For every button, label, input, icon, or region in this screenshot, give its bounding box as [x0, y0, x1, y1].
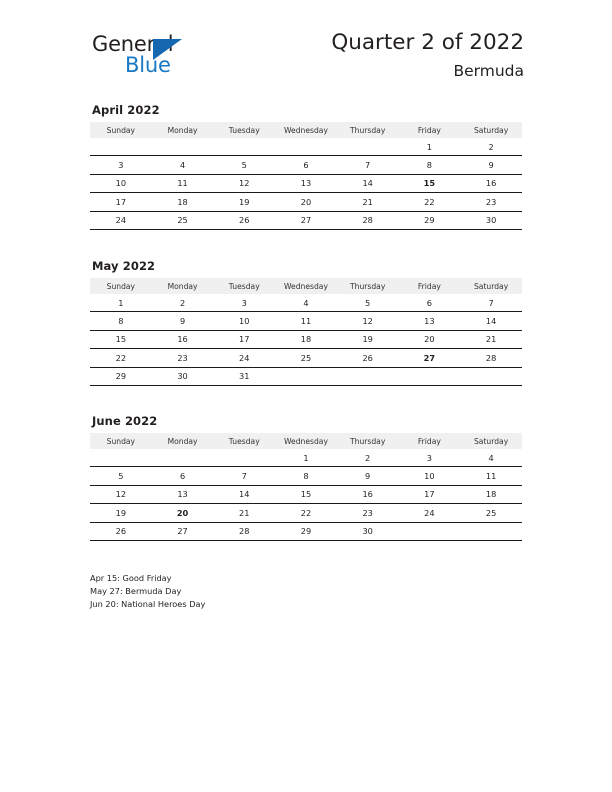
day-cell-empty: [90, 138, 152, 156]
day-cell[interactable]: 1: [275, 449, 337, 467]
weekday-header-tuesday: Tuesday: [213, 433, 275, 449]
weekday-header-row: [90, 122, 522, 138]
day-cell[interactable]: 3: [399, 449, 461, 467]
day-cell[interactable]: 12: [337, 312, 399, 330]
weekday-header-tuesday: Tuesday: [213, 122, 275, 138]
day-cell[interactable]: 15: [275, 485, 337, 503]
weekday-header-wednesday: Wednesday: [275, 278, 337, 294]
logo-text-blue: Blue: [125, 53, 171, 77]
day-cell-empty: [152, 449, 214, 467]
day-cell[interactable]: 18: [275, 330, 337, 348]
page-header: [0, 0, 612, 95]
weekday-header-sunday: Sunday: [90, 278, 152, 294]
day-cell-holiday[interactable]: 27: [399, 349, 461, 367]
day-cell[interactable]: 26: [337, 349, 399, 367]
day-cell[interactable]: 21: [460, 330, 522, 348]
day-cell[interactable]: 1: [399, 138, 461, 156]
day-cell[interactable]: 29: [90, 367, 152, 385]
day-cell[interactable]: 4: [460, 449, 522, 467]
day-cell[interactable]: 22: [90, 349, 152, 367]
weekday-header-saturday: Saturday: [460, 122, 522, 138]
day-cell[interactable]: 28: [337, 211, 399, 229]
day-cell[interactable]: 4: [275, 294, 337, 312]
day-cell-empty: [275, 367, 337, 385]
day-cell[interactable]: 8: [90, 312, 152, 330]
day-cell[interactable]: 19: [90, 504, 152, 522]
day-cell[interactable]: 11: [152, 174, 214, 192]
weekday-header-sunday: Sunday: [90, 122, 152, 138]
day-cell[interactable]: 2: [152, 294, 214, 312]
day-cell[interactable]: 9: [337, 467, 399, 485]
day-cell[interactable]: 21: [337, 193, 399, 211]
weekday-header-thursday: Thursday: [337, 278, 399, 294]
day-cell[interactable]: 17: [90, 193, 152, 211]
day-cell[interactable]: 5: [213, 156, 275, 174]
day-cell[interactable]: 20: [399, 330, 461, 348]
day-cell[interactable]: 13: [275, 174, 337, 192]
week-row: [90, 174, 522, 192]
weekday-header-monday: Monday: [152, 433, 214, 449]
page-title: Quarter 2 of 2022: [331, 30, 524, 55]
weekday-header-wednesday: Wednesday: [275, 433, 337, 449]
day-cell[interactable]: 22: [399, 193, 461, 211]
day-cell[interactable]: 23: [152, 349, 214, 367]
day-cell[interactable]: 12: [90, 485, 152, 503]
day-cell[interactable]: 6: [399, 294, 461, 312]
day-cell-empty: [152, 138, 214, 156]
weekday-header-monday: Monday: [152, 122, 214, 138]
weekday-header-sunday: Sunday: [90, 433, 152, 449]
day-cell[interactable]: 18: [152, 193, 214, 211]
day-cell[interactable]: 21: [213, 504, 275, 522]
page-subtitle: Bermuda: [453, 62, 524, 80]
day-cell[interactable]: 30: [460, 211, 522, 229]
day-cell[interactable]: 28: [460, 349, 522, 367]
day-cell[interactable]: 9: [152, 312, 214, 330]
day-cell[interactable]: 5: [90, 467, 152, 485]
day-cell[interactable]: 6: [152, 467, 214, 485]
day-cell[interactable]: 24: [90, 211, 152, 229]
day-cell[interactable]: 16: [152, 330, 214, 348]
weekday-header-wednesday: Wednesday: [275, 122, 337, 138]
day-cell[interactable]: 4: [152, 156, 214, 174]
general-blue-logo: [92, 32, 292, 84]
day-cell-empty: [399, 522, 461, 540]
day-cell-empty: [213, 138, 275, 156]
title-block: [331, 30, 524, 82]
day-cell[interactable]: 24: [213, 349, 275, 367]
day-cell[interactable]: 14: [337, 174, 399, 192]
day-cell[interactable]: 16: [460, 174, 522, 192]
holiday-legend-item: Apr 15: Good Friday: [90, 573, 172, 583]
weekday-header-friday: Friday: [399, 122, 461, 138]
day-cell[interactable]: 7: [460, 294, 522, 312]
calendar-table: [90, 122, 522, 230]
day-cell[interactable]: 6: [275, 156, 337, 174]
week-row: [90, 294, 522, 312]
day-cell[interactable]: 18: [460, 485, 522, 503]
holiday-legend-item: Jun 20: National Heroes Day: [90, 599, 206, 610]
day-cell[interactable]: 27: [152, 522, 214, 540]
day-cell[interactable]: 31: [213, 367, 275, 385]
day-cell[interactable]: 1: [90, 294, 152, 312]
weekday-header-tuesday: Tuesday: [213, 278, 275, 294]
day-cell[interactable]: 13: [152, 485, 214, 503]
month-block: [90, 259, 522, 386]
day-cell-empty: [337, 367, 399, 385]
day-cell[interactable]: 30: [152, 367, 214, 385]
day-cell[interactable]: 15: [90, 330, 152, 348]
day-cell[interactable]: 11: [460, 467, 522, 485]
month-title: April 2022: [92, 103, 160, 117]
day-cell[interactable]: 11: [275, 312, 337, 330]
day-cell[interactable]: 20: [275, 193, 337, 211]
day-cell[interactable]: 19: [337, 330, 399, 348]
day-cell[interactable]: 16: [337, 485, 399, 503]
calendar-table: [90, 433, 522, 541]
day-cell[interactable]: 10: [213, 312, 275, 330]
month-block: [90, 414, 522, 541]
day-cell[interactable]: 3: [213, 294, 275, 312]
weekday-header-row: [90, 433, 522, 449]
day-cell[interactable]: 23: [337, 504, 399, 522]
week-row: [90, 449, 522, 467]
day-cell[interactable]: 29: [275, 522, 337, 540]
day-cell[interactable]: 24: [399, 504, 461, 522]
day-cell-empty: [460, 367, 522, 385]
day-cell-empty: [90, 449, 152, 467]
day-cell[interactable]: 7: [213, 467, 275, 485]
day-cell-empty: [213, 449, 275, 467]
week-row: [90, 485, 522, 503]
day-cell[interactable]: 13: [399, 312, 461, 330]
day-cell[interactable]: 14: [460, 312, 522, 330]
holiday-legend: [90, 572, 490, 612]
day-cell[interactable]: 27: [275, 211, 337, 229]
week-row: [90, 156, 522, 174]
month-title: May 2022: [92, 259, 156, 273]
day-cell[interactable]: 3: [90, 156, 152, 174]
week-row: [90, 193, 522, 211]
weekday-header-monday: Monday: [152, 278, 214, 294]
weekday-header-saturday: Saturday: [460, 433, 522, 449]
day-cell-holiday[interactable]: 20: [152, 504, 214, 522]
day-cell[interactable]: 2: [337, 449, 399, 467]
day-cell[interactable]: 5: [337, 294, 399, 312]
week-row: [90, 504, 522, 522]
day-cell[interactable]: 17: [399, 485, 461, 503]
week-row: [90, 330, 522, 348]
weekday-header-thursday: Thursday: [337, 433, 399, 449]
day-cell[interactable]: 22: [275, 504, 337, 522]
day-cell[interactable]: 10: [90, 174, 152, 192]
day-cell[interactable]: 26: [90, 522, 152, 540]
month-block: [90, 103, 522, 230]
day-cell-empty: [460, 522, 522, 540]
day-cell[interactable]: 12: [213, 174, 275, 192]
day-cell-empty: [275, 138, 337, 156]
day-cell[interactable]: 29: [399, 211, 461, 229]
weekday-header-friday: Friday: [399, 433, 461, 449]
weekday-header-saturday: Saturday: [460, 278, 522, 294]
week-row: [90, 367, 522, 385]
week-row: [90, 138, 522, 156]
day-cell[interactable]: 25: [460, 504, 522, 522]
day-cell[interactable]: 10: [399, 467, 461, 485]
week-row: [90, 522, 522, 540]
day-cell[interactable]: 14: [213, 485, 275, 503]
day-cell[interactable]: 23: [460, 193, 522, 211]
day-cell-empty: [399, 367, 461, 385]
weekday-header-friday: Friday: [399, 278, 461, 294]
day-cell[interactable]: 7: [337, 156, 399, 174]
month-title: June 2022: [92, 414, 158, 428]
week-row: [90, 467, 522, 485]
week-row: [90, 312, 522, 330]
day-cell[interactable]: 25: [152, 211, 214, 229]
day-cell-empty: [337, 138, 399, 156]
weekday-header-thursday: Thursday: [337, 122, 399, 138]
day-cell-holiday[interactable]: 15: [399, 174, 461, 192]
logo-text-general: General: [92, 32, 174, 56]
calendar-table: [90, 278, 522, 386]
holiday-legend-item: May 27: Bermuda Day: [90, 586, 182, 597]
day-cell[interactable]: 8: [275, 467, 337, 485]
day-cell[interactable]: 8: [399, 156, 461, 174]
day-cell[interactable]: 17: [213, 330, 275, 348]
weekday-header-row: [90, 278, 522, 294]
day-cell[interactable]: 30: [337, 522, 399, 540]
day-cell[interactable]: 19: [213, 193, 275, 211]
day-cell[interactable]: 9: [460, 156, 522, 174]
day-cell[interactable]: 28: [213, 522, 275, 540]
day-cell[interactable]: 2: [460, 138, 522, 156]
day-cell[interactable]: 25: [275, 349, 337, 367]
day-cell[interactable]: 26: [213, 211, 275, 229]
week-row: [90, 211, 522, 229]
week-row: [90, 349, 522, 367]
